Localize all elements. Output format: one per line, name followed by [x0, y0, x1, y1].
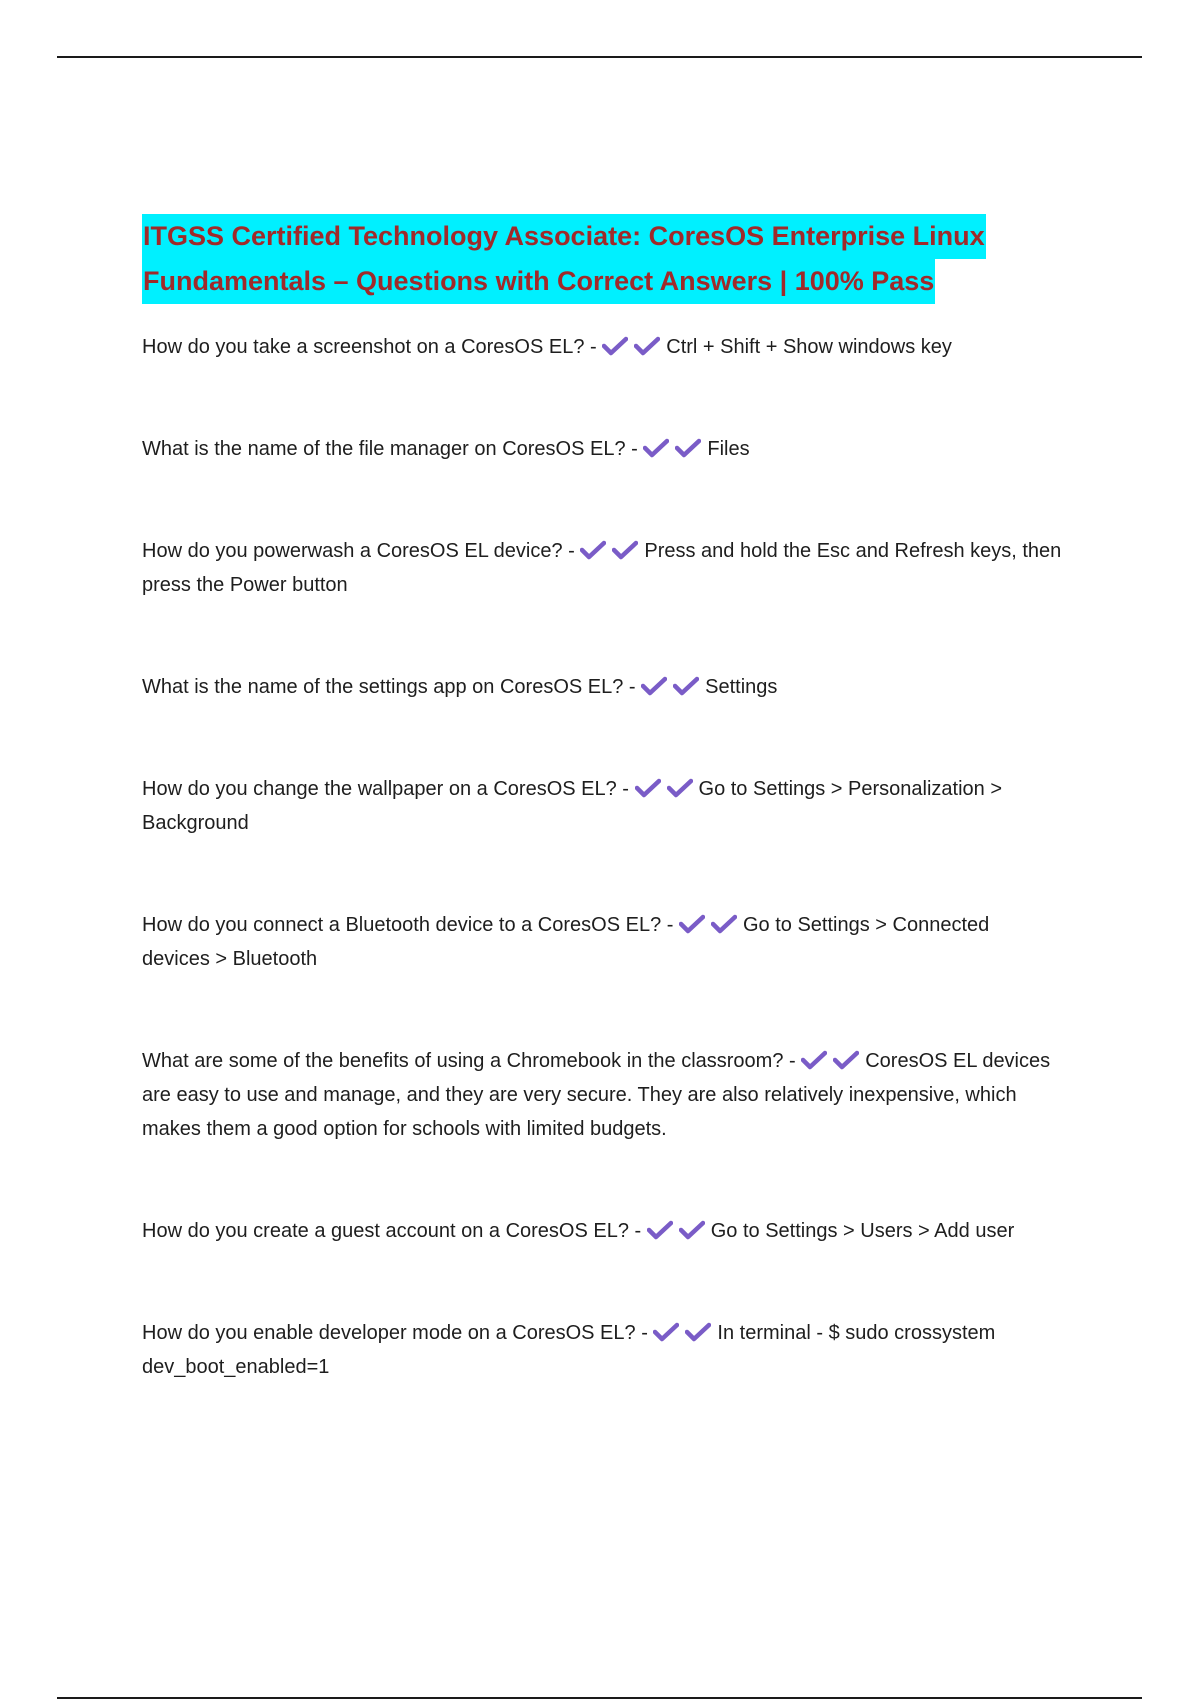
check-icon	[673, 676, 699, 696]
question-text: How do you take a screenshot on a CoresOS EL? -	[142, 336, 597, 358]
title-line-2: Fundamentals – Questions with Correct Answers | 100% Pass	[142, 259, 935, 304]
check-icon	[653, 1322, 679, 1342]
check-icon	[833, 1050, 859, 1070]
answer-text: Go to Settings > Personalization > Background	[142, 778, 1003, 834]
check-icon	[675, 438, 701, 458]
check-icon	[643, 438, 669, 458]
question-text: What is the name of the file manager on CoresOS EL? -	[142, 438, 638, 460]
qa-list	[142, 330, 1062, 1384]
document-body	[142, 214, 1062, 1452]
check-icon	[580, 540, 606, 560]
check-icon	[602, 336, 628, 356]
qa-item	[142, 772, 1062, 840]
qa-item	[142, 1214, 1062, 1248]
answer-text: Press and hold the Esc and Refresh keys, then press the Power button	[142, 540, 1062, 596]
question-text: How do you create a guest account on a CoresOS EL? -	[142, 1220, 642, 1242]
question-text: What are some of the benefits of using a Chromebook in the classroom? -	[142, 1050, 796, 1072]
answer-text: Go to Settings > Connected devices > Bluetooth	[142, 914, 990, 970]
check-icon	[647, 1220, 673, 1240]
bottom-rule	[57, 1697, 1142, 1699]
qa-item	[142, 534, 1062, 602]
question-text: How do you enable developer mode on a CoresOS EL? -	[142, 1322, 648, 1344]
check-icon	[801, 1050, 827, 1070]
document-title	[142, 214, 1062, 304]
title-line-1: ITGSS Certified Technology Associate: CoresOS Enterprise Linux	[142, 214, 986, 259]
check-icon	[711, 914, 737, 934]
question-text: How do you connect a Bluetooth device to a CoresOS EL? -	[142, 914, 674, 936]
qa-item	[142, 432, 1062, 466]
question-text: How do you change the wallpaper on a CoresOS EL? -	[142, 778, 629, 800]
qa-item	[142, 670, 1062, 704]
check-icon	[635, 778, 661, 798]
question-text: What is the name of the settings app on CoresOS EL? -	[142, 676, 636, 698]
answer-text: Settings	[705, 676, 778, 698]
answer-text: Files	[707, 438, 750, 460]
check-icon	[685, 1322, 711, 1342]
answer-text: Ctrl + Shift + Show windows key	[666, 336, 952, 358]
check-icon	[612, 540, 638, 560]
qa-item	[142, 1044, 1062, 1146]
qa-item	[142, 330, 1062, 364]
check-icon	[634, 336, 660, 356]
check-icon	[641, 676, 667, 696]
check-icon	[679, 914, 705, 934]
answer-text: Go to Settings > Users > Add user	[710, 1220, 1015, 1242]
qa-item	[142, 1316, 1062, 1384]
top-rule	[57, 56, 1142, 58]
answer-text: In terminal - $ sudo crossystem dev_boot_enabled=1	[142, 1322, 996, 1378]
qa-item	[142, 908, 1062, 976]
question-text: How do you powerwash a CoresOS EL device? -	[142, 540, 575, 562]
check-icon	[667, 778, 693, 798]
answer-text: CoresOS EL devices are easy to use and manage, and they are very secure. They are also relatively inexpensive, which makes them a good option for schools with limited budgets.	[142, 1050, 1051, 1140]
check-icon	[679, 1220, 705, 1240]
